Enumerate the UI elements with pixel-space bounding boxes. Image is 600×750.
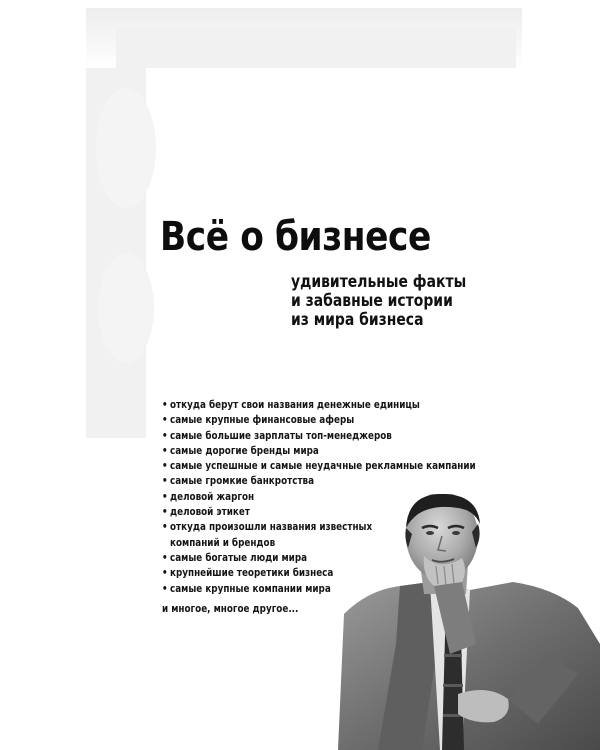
book-subtitle bbox=[291, 273, 466, 330]
feature-item: • крупнейшие теоретики бизнеса bbox=[162, 565, 476, 580]
feature-item-line: откуда произошли названия известных bbox=[170, 520, 373, 534]
book-title: Всё о бизнесе bbox=[160, 214, 431, 260]
feature-item: • самые громкие банкротства bbox=[162, 473, 476, 488]
feature-item: • самые крупные финансовые аферы bbox=[162, 412, 476, 427]
and-more-text: и многое, многое другое... bbox=[162, 602, 299, 615]
subtitle-line: удивительные факты bbox=[291, 272, 467, 292]
feature-item-continuation: компаний и брендов bbox=[170, 535, 276, 549]
feature-item: • откуда берут свои названия денежные единицы bbox=[162, 397, 476, 412]
feature-item: • деловой этикет bbox=[162, 504, 476, 519]
feature-item: • самые крупные компании мира bbox=[162, 581, 476, 596]
businessman-photo bbox=[338, 494, 600, 750]
subtitle-line: из мира бизнеса bbox=[291, 310, 424, 330]
feature-item: • деловой жаргон bbox=[162, 489, 476, 504]
subtitle-line: и забавные истории bbox=[291, 291, 453, 311]
feature-item: • самые успешные и самые неудачные рекламные кампании bbox=[162, 458, 476, 473]
feature-item: • самые большие зарплаты топ-менеджеров bbox=[162, 428, 476, 443]
feature-item: • самые богатые люди мира bbox=[162, 550, 476, 565]
feature-item: • самые дорогие бренды мира bbox=[162, 443, 476, 458]
